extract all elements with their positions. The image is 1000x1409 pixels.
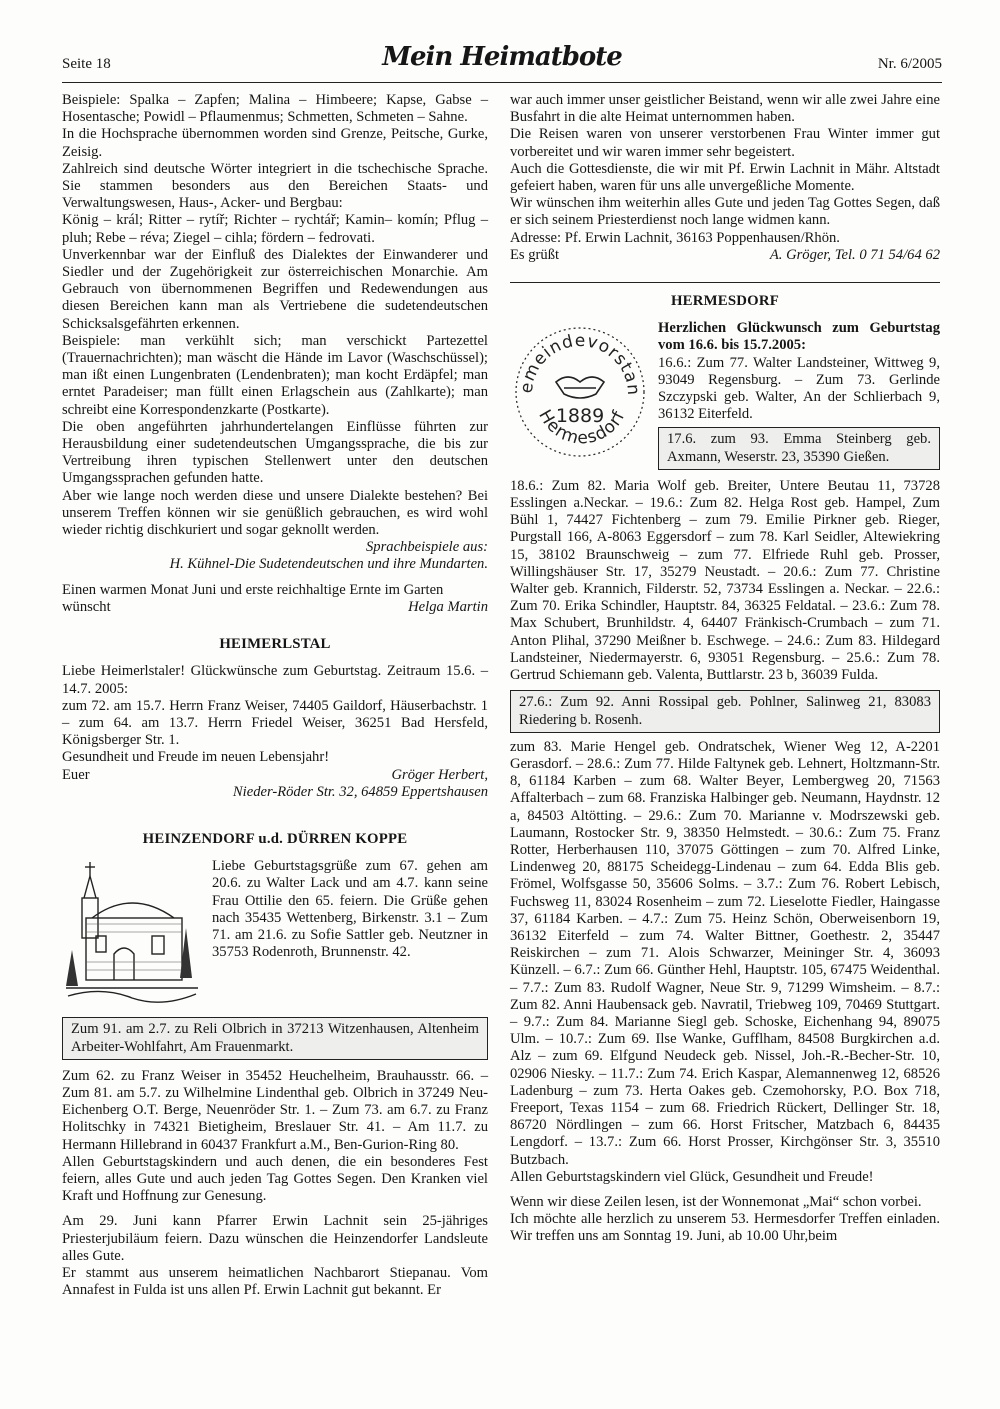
church-icon bbox=[62, 858, 212, 1013]
paragraph: Wir wünschen ihm weiterhin alles Gute und jeden Tag Gottes Segen, daß er sich seinem Priesterdienst noch lange widmen kann. bbox=[510, 195, 940, 229]
signature-line bbox=[62, 599, 488, 616]
paragraph: Liebe Geburtstagsgrüße zum 67. gehen am 20.6. zu Walter Lack und am 4.7. kann seine Frau Ottilie den 65. feiern. Die Grüße gehen nach 35435 Wettenberg, Birkenstr. 3.1 – Zum 71. am 21.6. zu Sofie Sattler geb. Neutzner in 35753 Rodenroth, Brunnenstr. 42. bbox=[212, 858, 488, 961]
signature-address: Nieder-Röder Str. 32, 64859 Eppertshausen bbox=[232, 783, 488, 800]
paragraph: Aber wie lange noch werden diese und unsere Dialekte bestehen? Bei unserem Treffen können wir sie genüßlich gebrauchen, es wird wohl wieder richtig dischkuriert und sogar geknollt werden. bbox=[62, 487, 488, 539]
paragraph: Wenn wir diese Zeilen lesen, ist der Wonnemonat „Mai“ schon vorbei. bbox=[510, 1193, 922, 1210]
source-note: H. Kühnel-Die Sudetendeutschen und ihre Mundarten. bbox=[169, 556, 488, 573]
paragraph: Beispiele: Spalka – Zapfen; Malina – Himbeere; Kapse, Gabse – Hosentasche; Powidl – Pflaumenmus; Schmetten, Schmeten – Sahne. bbox=[62, 92, 488, 126]
paragraph: Einen warmen Monat Juni und erste reichhaltige Ernte im Garten bbox=[62, 581, 444, 598]
paragraph: 16.6.: Zum 77. Walter Landsteiner, Wittweg 9, 93049 Regensburg. – Zum 73. Gerlinde Szczypski geb. Walter, An der Schlierbach 9, 36132 Eiterfeld. bbox=[658, 354, 940, 423]
section-heading-heinzendorf: HEINZENDORF u.d. DÜRREN KOPPE bbox=[142, 830, 408, 847]
paragraph: zum 72. am 15.7. Herrn Franz Weiser, 74405 Gaildorf, Häuserbachstr. 1 – zum 64. am 13.7. Herrn Friedel Weiser, 36251 Bad Hersfeld, Königsberger Str. 1. bbox=[62, 697, 488, 749]
signature: Helga Martin bbox=[408, 598, 488, 615]
paragraph: Zum 62. zu Franz Weiser in 35452 Heuchelheim, Brauhausstr. 66. – Zum 81. am 5.7. zu Wilhelmine Lindenthal geb. Olbrich in 37249 Neu-Eichenberg O.T. Berge, Neuenröder Str. 1. – Zum 73. am 6.7. zu Franz Holitschky in 74321 Bietigheim, Breslauer Str. 41. – Am 11.7. zu Hermann Hillebrand in 60437 Frankfurt a.M., Ben-Gurion-Ring 80. bbox=[62, 1067, 488, 1153]
highlight-box: 17.6. zum 93. Emma Steinberg geb. Axmann, Weserstr. 23, 35390 Gießen. bbox=[658, 427, 940, 469]
section-subtitle: Herzlichen Glückwunsch zum Geburtstag vom 16.6. bis 15.7.2005: bbox=[658, 320, 940, 354]
paragraph: Allen Geburtstagskindern und auch denen, die ein besonderes Fest feiern, alles Gute und auch jeden Tag Gottes Segen. Den Kranken viel Kraft und Hoffnung zur Genesung. bbox=[62, 1153, 488, 1205]
paragraph: Auch die Gottesdienste, die wir mit Pf. Erwin Lachnit in Mähr. Altstadt gefeiert haben, waren für uns alle unvergeßliche Momente. bbox=[510, 160, 940, 195]
page-number: Seite 18 bbox=[62, 56, 111, 72]
section-heading-hermesdorf: HERMESDORF bbox=[670, 293, 780, 310]
paragraph: zum 83. Marie Hengel geb. Ondratschek, Wiener Weg 12, A-2201 Gerasdorf. – 28.6.: Zum 77. Hilde Faltynek geb. Lehnert, Holtzmann-Str. 8, 61184 Karben – zum 68. Walter Beyer, Lembergweg 20, 71563 Affalterbach – zum 68. Franziska Halbinger geb. Neumann, Haydnstr. 12 a, 84503 Altötting. – 29.6.: Zum 70. Marianne v. Modrszewski geb. Laumann, Rostocker Str. 9, 38350 Helmstedt. – 30.6.: Zum 75. Franz Rotter, Herberhausen 110, 37075 Göttingen – zum 70. Alfred Linke, Lindenweg 20, 88175 Scheidegg-Lindenau – zum 64. Edda Blis geb. Frömel, Wolfsgasse 50, 35606 Solms. – 3.7.: Zum 76. Robert Lebisch, Fuchsweg 11, 83024 Rosenheim – zum 72. Lieselotte Fiedler, Haingasse 37, 61184 Karben. – 4.7.: Zum 75. Heinz Schön, Oberweisenborn 19, 36132 Eiterfeld – zum 74. Walter Bittner, Goethestr. 2, 35447 Reiskirchen – zum 71. Alois Schwarzer, Meininger Str. 4, 36093 Künzell. – 6.7.: Zum 66. Günther Hehl, Hauptstr. 105, 67475 Weidenthal. – 7.7.: Zum 83. Rudolf Wagner, Neue Str. 9, 71299 Wimsheim. – 8.7.: Zum 82. Anni Haubensack geb. Navratil, Triebweg 109, 70469 Stuttgart. – 9.7.: Zum 84. Marianne Siegl geb. Schoske, Eichenhang 94, 89075 Ulm. – 10.7.: Zum 69. Ilse Wanke, Gufflham, 84508 Burgkirchen a.d. Alz – zum 69. Elfgund Neudeck geb. Nissel, Joh.-R.-Becher-Str. 10, 02906 Niesky. – 11.7.: Zum 74. Erich Kaspar, Alemannenweg 12, 68526 Ladenburg – zum 73. Herta Oakes geb. Czemohorsky, P.O. Box 718, Freeport, Texas 1154 – zum 68. Friedrich Rückert, Dellinger Str. 18, 86720 Nördlingen – zum 66. Horst Fritscher, Matzbach 6, 84435 Lengdorf. – 13.7.: Zum 66. Horst Prosser, Kirchgönser Str. 3, 35510 Butzbach. bbox=[510, 738, 940, 1168]
signature-line bbox=[62, 767, 488, 784]
highlight-box: Zum 91. am 2.7. zu Reli Olbrich in 37213 Witzenhausen, Altenheim Arbeiter-Wohlfahrt, Am Frauenmarkt. bbox=[62, 1017, 488, 1059]
paragraph: Am 29. Juni kann Pfarrer Erwin Lachnit sein 25-jähriges Priesterjubiläum feiern. Dazu wünschen die Heinzendorfer Landsleute alles Gute. bbox=[62, 1213, 488, 1264]
page-header bbox=[62, 40, 942, 83]
section-divider bbox=[510, 282, 940, 283]
paragraph: Adresse: Pf. Erwin Lachnit, 36163 Poppenhausen/Rhön. bbox=[510, 229, 840, 246]
paragraph: Allen Geburtstagskindern viel Glück, Gesundheit und Freude! bbox=[510, 1168, 874, 1185]
paragraph: Zahlreich sind deutsche Wörter integriert in die tschechische Sprache. Sie stammen besonders aus den Bereichen Staats- und Verwaltungswesen, Haus-, Acker- und Bergbau: bbox=[62, 160, 488, 212]
issue-number: Nr. 6/2005 bbox=[877, 56, 942, 72]
highlight-box: 27.6.: Zum 92. Anni Rossipal geb. Pohlner, Salinweg 21, 83083 Riedering b. Rosenh. bbox=[510, 690, 940, 732]
paragraph: 18.6.: Zum 82. Maria Wolf geb. Breiter, Untere Beutau 11, 73728 Esslingen a.Neckar. – 19.6.: Zum 82. Helga Rost geb. Hampel, Zum Bühl 1, 74427 Fichtenberg – zum 79. Emilie Pirkner geb. Rieger, Purgstall 166, A-8063 Eggersdorf – zum 78. Karl Seidler, Altewiekring 15, 38102 Braunschweig – zum 77. Elfriede Ruhl geb. Prosser, Willingshäuser Str. 17, 35279 Neustadt. – 20.6.: Zum 77. Christine Walter geb. Krannich, Filderstr. 52, 73734 Esslingen a. Neckar. – 22.6.: Zum 70. Erika Schindler, Hauptstr. 84, 36325 Feldatal. – 23.6.: Zum 78. Max Schubert, Brunhildstr. 4, 64407 Fränkisch-Crumbach – zum 71. Anton Plihal, 37290 Meißner b. Eschwege. – 24.6.: Zum 83. Hildegard Landsteiner, Niedermayerstr. 6, 93051 Regensburg. – 25.6.: Zum 78. Gertrud Schiemann geb. Valenta, Buttlarstr. 23 b, 36039 Fulda. bbox=[510, 477, 940, 684]
signature-line bbox=[510, 247, 940, 264]
signature-label: Euer bbox=[62, 766, 90, 783]
signature: A. Gröger, Tel. 0 71 54/64 62 bbox=[769, 246, 940, 263]
stamp-year: 1889 bbox=[555, 405, 605, 428]
svg-text:Gemeindevorstand bbox=[510, 320, 643, 397]
paragraph: Liebe Heimerlstaler! Glückwünsche zum Geburtstag. Zeitraum 15.6. – 14.7. 2005: bbox=[62, 663, 488, 697]
signature-label: Es grüßt bbox=[510, 246, 560, 263]
signature-label: wünscht bbox=[62, 598, 111, 615]
stamp-icon bbox=[510, 320, 650, 470]
figure-row bbox=[62, 858, 488, 1013]
stamp-top-text: emeindevorstan bbox=[516, 331, 644, 397]
section-heading-heimerlstal: HEIMERLSTAL bbox=[219, 636, 331, 653]
paragraph: Beispiele: man verkühlt sich; man verschickt Partezettel (Trauernachrichten); man wäscht die Hände im Lavor (Waschschüssel); man ißt einen Lungenbraten (Lendenbraten); man kocht Erdäpfel; man erntet Paradeiser; man füllt einen Erlagschein aus (Zahlkarte); man schreibt eine Korrespondenzkarte (Postkarte). bbox=[62, 332, 488, 418]
paragraph: König – král; Ritter – rytíř; Richter – rychtář; Kamin– komín; Pflug – pluh; Rebe – réva; Ziegel – cihla; fördern – fedrovati. bbox=[62, 212, 488, 246]
source-note: Sprachbeispiele aus: bbox=[366, 539, 488, 556]
paragraph: Die Reisen waren von unserer verstorbenen Frau Winter immer gut vorbereitet und wir waren immer sehr begeistert. bbox=[510, 126, 940, 160]
paragraph: Gesundheit und Freude im neuen Lebensjahr! bbox=[62, 749, 330, 766]
paragraph: war auch immer unser geistlicher Beistand, wenn wir alle zwei Jahre eine Busfahrt in die alte Heimat unternommen haben. bbox=[510, 92, 940, 126]
paragraph: Die oben angeführten jahrhundertelangen Einflüsse führten zur Herausbildung einer sudetendeutschen Umgangssprache, die bis zur Vertreibung ihren typischen Stellenwert unter den deutschen Umgangssprachen gefunden hatte. bbox=[62, 418, 488, 487]
stamp-bottom-text: Hermesdorf bbox=[534, 406, 630, 449]
hermesdorf-intro bbox=[658, 320, 940, 470]
left-column bbox=[62, 92, 488, 1299]
masthead-logo: Mein Heimatbote bbox=[382, 42, 622, 72]
right-column bbox=[510, 92, 940, 1246]
heinzendorf-text bbox=[212, 858, 488, 1013]
paragraph: Unverkennbar war der Einfluß des Dialektes der Einwanderer und Siedler und der Zugehörigkeit zur österreichischen Monarchie. Am Gebrauch von übernommenen Begriffen und Redewendungen aus diesen Bereichen kann man als Vertriebene die sudetendeutschen Schicksalsgefährten erkennen. bbox=[62, 246, 488, 332]
signature: Gröger Herbert, bbox=[391, 766, 488, 783]
paragraph: Ich möchte alle herzlich zu unserem 53. Hermesdorfer Treffen einladen. Wir treffen uns am Sonntag 19. Juni, ab 10.00 Uhr,beim bbox=[510, 1211, 940, 1245]
figure-row bbox=[510, 320, 940, 470]
paragraph: Er stammt aus unserem heimatlichen Nachbarort Stiepanau. Vom Annafest in Fulda ist uns allen Pf. Erwin Lachnit gut bekannt. Er bbox=[62, 1264, 488, 1299]
paragraph: In die Hochsprache übernommen worden sind Grenze, Peitsche, Gurke, Zeisig. bbox=[62, 126, 488, 160]
